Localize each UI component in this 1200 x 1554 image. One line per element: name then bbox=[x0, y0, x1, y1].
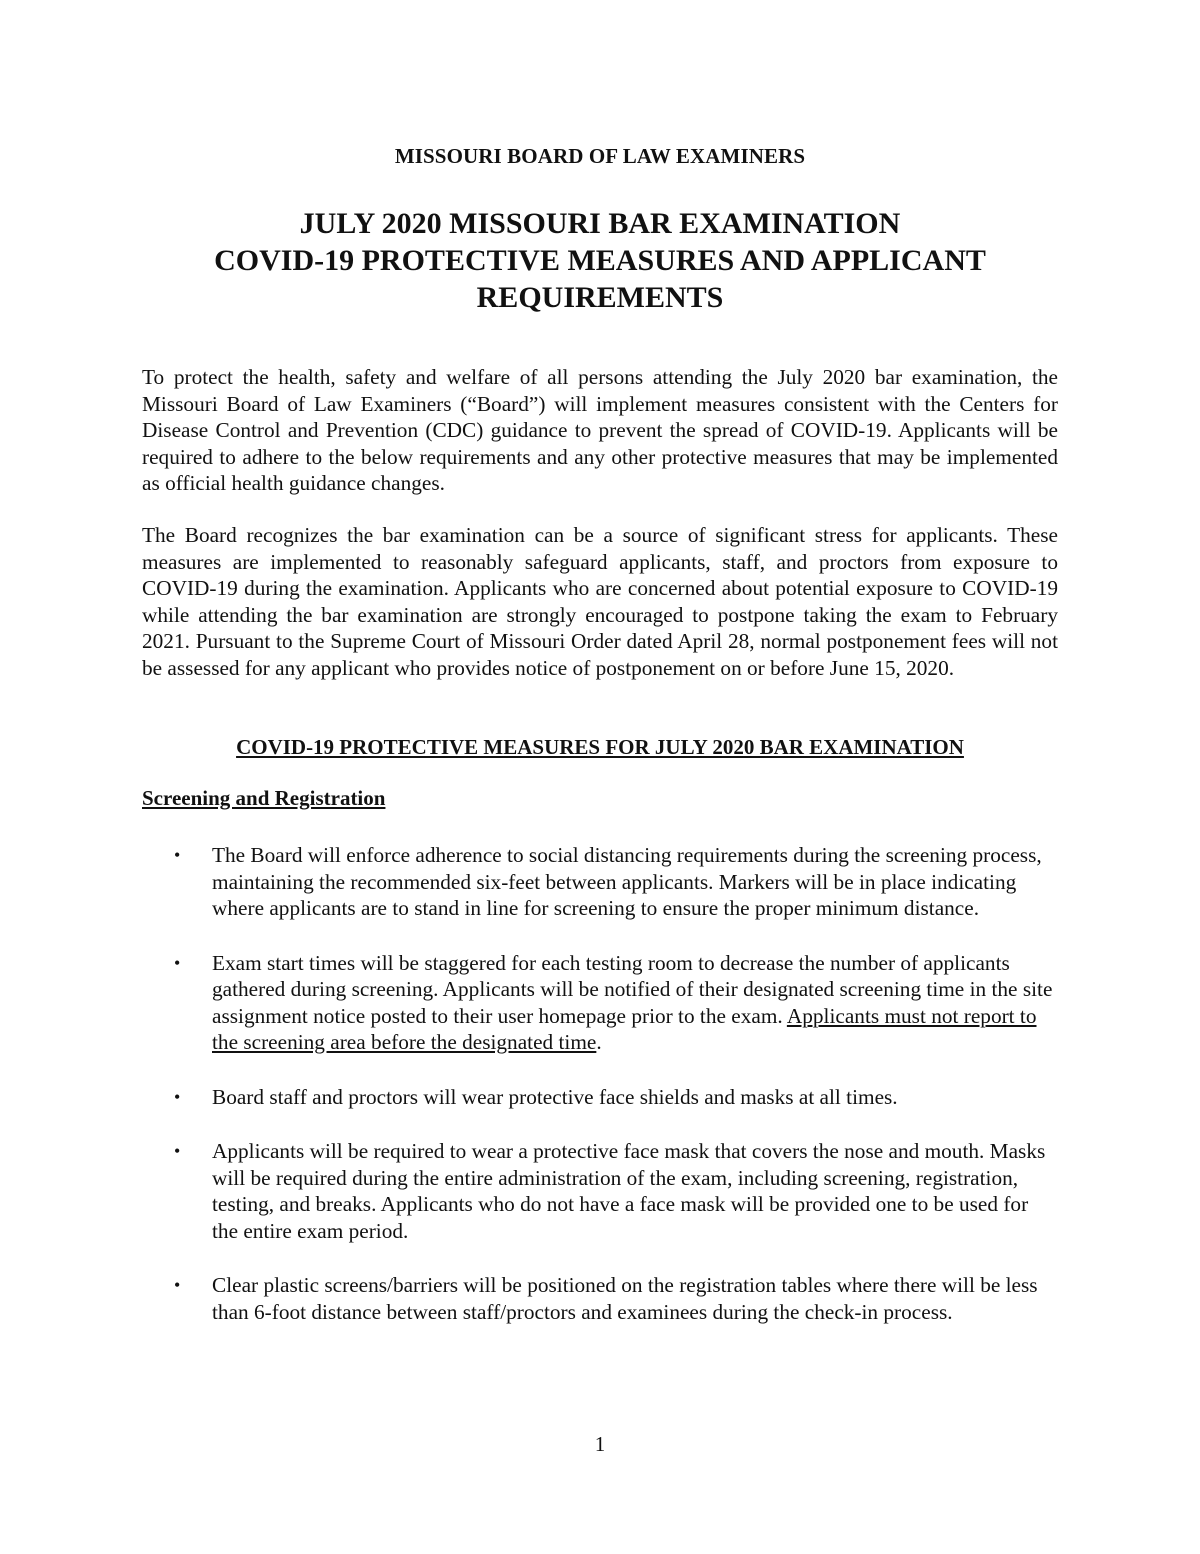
organization-heading: MISSOURI BOARD OF LAW EXAMINERS bbox=[394, 144, 806, 168]
list-item-text: Board staff and proctors will wear protective face shields and masks at all times. bbox=[212, 1084, 898, 1109]
list-item-text: Exam start times will be staggered for each testing room to decrease the number of applicants gathered during screening. Applicants will be notified of their designated screening time in the site assignment notice posted to their user homepage prior to the exam. bbox=[212, 950, 1053, 1028]
section-heading: COVID-19 PROTECTIVE MEASURES FOR JULY 2020 BAR EXAMINATION bbox=[236, 735, 964, 759]
list-item-text: Clear plastic screens/barriers will be positioned on the registration tables where there will be less than 6-foot distance between staff/proctors and examinees during the check-in process. bbox=[212, 1273, 1038, 1324]
list-item-tail: . bbox=[596, 1030, 602, 1054]
list-item-text: The Board will enforce adherence to social distancing requirements during the screening process, maintaining the recommended six-feet between applicants. Markers will be in place indicating where applicants are to stand in line for screening to ensure the proper minimum distance. bbox=[212, 843, 1042, 920]
document-title bbox=[120, 205, 1080, 316]
bullet-marker: • bbox=[174, 952, 181, 973]
list-item bbox=[0, 950, 1058, 1056]
list-item-text: Applicants will be required to wear a protective face mask that covers the nose and mouth. Masks will be required during the entire administration of the exam, including screening, registration, testing, and breaks. Applicants who do not have a face mask will be provided one to be used for the entire exam period. bbox=[212, 1139, 1046, 1243]
list-item bbox=[0, 1084, 1058, 1111]
list-item bbox=[0, 842, 1058, 922]
list-item bbox=[0, 1138, 1058, 1244]
intro-paragraph: To protect the health, safety and welfare of all persons attending the July 2020 bar examination, the Missouri Board of Law Examiners (“Board”) will implement measures consistent with the Centers for Disease Control and Prevention (CDC) guidance to prevent the spread of COVID-19. Applicants will be required to adhere to the below requirements and any other protective measures that may be implemented as official health guidance changes. bbox=[142, 365, 1058, 495]
measures-list bbox=[0, 842, 1200, 1353]
subsection-heading: Screening and Registration bbox=[142, 786, 386, 810]
list-item bbox=[0, 1272, 1058, 1325]
title-line: JULY 2020 MISSOURI BAR EXAMINATION bbox=[299, 207, 901, 240]
title-line: COVID-19 PROTECTIVE MEASURES AND APPLICANT bbox=[214, 244, 986, 277]
underlined-warning: Applicants must not report to the screening area before the designated time bbox=[212, 1003, 1037, 1054]
title-line: REQUIREMENTS bbox=[476, 281, 724, 314]
page-number: 1 bbox=[594, 1432, 606, 1456]
stress-paragraph: The Board recognizes the bar examination can be a source of significant stress for applicants. These measures are implemented to reasonably safeguard applicants, staff, and proctors from exposure to COVID-19 during the examination. Applicants who are concerned about potential exposure to COVID-19 while attending the bar examination are strongly encouraged to postpone taking the exam to February 2021. Pursuant to the Supreme Court of Missouri Order dated April 28, normal postponement fees will not be assessed for any applicant who provides notice of postponement on or before June 15, 2020. bbox=[142, 523, 1058, 680]
bullet-marker: • bbox=[174, 845, 181, 865]
bullet-marker: • bbox=[174, 1086, 181, 1107]
bullet-marker: • bbox=[174, 1141, 181, 1161]
bullet-marker: • bbox=[174, 1275, 181, 1295]
